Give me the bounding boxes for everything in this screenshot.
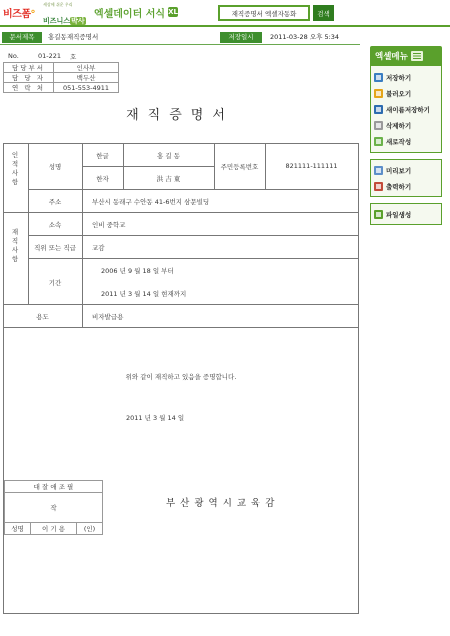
position-label: 직위 또는 직급 (34, 244, 76, 252)
contact-value[interactable]: 인사부 (54, 63, 119, 73)
menu-group-file (370, 66, 442, 153)
doc-number-suffix: 호 (70, 53, 77, 61)
biznes-logo-text: 비즈니스 (43, 17, 71, 25)
contact-row (4, 73, 119, 83)
grid-line (82, 304, 83, 327)
search-input[interactable] (218, 5, 310, 21)
preview-icon (374, 166, 383, 175)
contact-value[interactable]: 백두산 (54, 73, 119, 83)
saved-label: 저장일시 (220, 32, 262, 43)
menu-title: 엑셀메뉴 (375, 52, 408, 62)
excel-menu (370, 46, 442, 225)
agent-row (5, 481, 103, 493)
affiliation-value[interactable]: 인비 중학교 (92, 221, 126, 229)
agent-row (5, 493, 103, 523)
menu-save-as-label: 새이름저장하기 (386, 105, 430, 114)
doc-number-label: No. (8, 52, 19, 60)
menu-print-label: 출력하기 (386, 182, 412, 191)
search-button[interactable]: 검색 (313, 5, 334, 21)
hanja-label: 한자 (96, 175, 109, 183)
position-value[interactable]: 교감 (92, 244, 105, 252)
doc-title-label: 문서제목 (2, 32, 42, 43)
menu-preview[interactable] (374, 162, 438, 178)
menu-load[interactable] (374, 85, 438, 101)
save-icon (374, 73, 383, 82)
app-title-text: 엑셀데이터 서식 (93, 8, 166, 20)
top-bar (0, 0, 450, 26)
save-as-icon (374, 105, 383, 114)
menu-new-label: 새로작성 (386, 137, 412, 146)
korean-name-value[interactable]: 홍 길 동 (157, 152, 180, 160)
agent-name-value[interactable]: 이 기 용 (31, 523, 77, 535)
grid-line (3, 327, 359, 328)
contact-key: 담 당 자 (4, 73, 54, 83)
app-title (92, 3, 180, 21)
menu-load-label: 불러오기 (386, 89, 412, 98)
grid-line (28, 258, 359, 259)
saved-value: 2011-03-28 오후 5:34 (270, 33, 340, 41)
menu-print[interactable] (374, 178, 438, 194)
certify-statement: 위와 같이 재직하고 있음을 증명합니다. (125, 373, 237, 381)
period-label: 기간 (48, 279, 62, 287)
info-bar (0, 32, 360, 43)
grid-line (82, 166, 214, 167)
grid-line (82, 143, 83, 304)
print-icon (374, 182, 383, 191)
bizform-logo[interactable]: 비즈폼° (3, 9, 35, 20)
organization-name: 부산광역시교육감 (166, 498, 280, 509)
affiliation-label: 소속 (48, 221, 62, 229)
agent-label: 대 잘 애 조 필 (5, 481, 103, 493)
purpose-label: 용도 (36, 313, 49, 321)
folder-icon (374, 89, 383, 98)
delete-icon (374, 121, 383, 130)
header-divider (0, 25, 450, 27)
menu-preview-label: 미리보기 (386, 166, 412, 175)
doc-title-value: 홍길동재직증명서 (48, 33, 99, 41)
menu-header (370, 46, 442, 66)
grid-line (3, 613, 359, 614)
doc-number-value: 01-221 (38, 52, 62, 60)
korean-label: 한글 (96, 152, 109, 160)
bizform-logo-text: 비즈폼 (3, 9, 31, 20)
new-document-icon (374, 137, 383, 146)
period-start[interactable]: 2006 년 9 월 18 일 부터 (101, 267, 174, 275)
biznes-logo-tagline: 세상에 쉬운 우리 (43, 2, 73, 7)
grid-line (28, 235, 359, 236)
contact-key: 연 락 처 (4, 83, 54, 93)
document-heading: 재직증명서 (126, 108, 234, 123)
grid-line (3, 304, 359, 305)
purpose-value[interactable]: 비자발급용 (92, 313, 124, 321)
menu-save-as[interactable] (374, 101, 438, 117)
agent-row (5, 523, 103, 535)
address-value[interactable]: 부산시 동래구 수안동 41-6번지 삼문빌딩 (92, 198, 210, 206)
contact-key: 담당부서 (4, 63, 54, 73)
id-number-label: 주민등록번호 (220, 163, 259, 171)
menu-create-file[interactable] (374, 206, 438, 222)
search-area (218, 5, 334, 21)
list-icon (411, 51, 423, 61)
excel-icon: XL (168, 8, 178, 16)
menu-save-label: 저장하기 (386, 73, 412, 82)
biznes-logo[interactable] (43, 2, 91, 24)
menu-delete-label: 삭제하기 (386, 121, 412, 130)
address-label: 주소 (48, 198, 62, 206)
menu-create-file-label: 파일생성 (386, 210, 412, 219)
name-label: 성명 (48, 163, 62, 171)
hanja-name-value[interactable]: 洪 吉 東 (156, 175, 181, 183)
info-divider (0, 44, 360, 45)
biznes-logo-badge: 박사 (71, 17, 85, 25)
menu-new[interactable] (374, 133, 438, 149)
agent-name-label: 성명 (5, 523, 31, 535)
agent-value[interactable]: 작 (5, 493, 103, 523)
grid-line (3, 143, 359, 144)
period-end[interactable]: 2011 년 3 월 14 일 현재까지 (101, 290, 187, 298)
certify-date[interactable]: 2011 년 3 월 14 일 (126, 414, 185, 422)
agent-table (4, 480, 103, 535)
contact-table (3, 62, 119, 93)
id-number-value[interactable]: 821111-111111 (285, 162, 338, 170)
contact-row (4, 63, 119, 73)
contact-value[interactable]: 051-553-4911 (54, 83, 119, 93)
file-create-icon (374, 210, 383, 219)
menu-group-print (370, 159, 442, 197)
menu-delete[interactable] (374, 117, 438, 133)
contact-row (4, 83, 119, 93)
menu-save[interactable] (374, 69, 438, 85)
work-section-label: 재직사항 (11, 228, 19, 263)
menu-group-export (370, 203, 442, 225)
personal-section-label: 인적사항 (11, 151, 19, 186)
agent-seal: (인) (77, 523, 103, 535)
grid-line (28, 189, 359, 190)
grid-line (3, 212, 359, 213)
